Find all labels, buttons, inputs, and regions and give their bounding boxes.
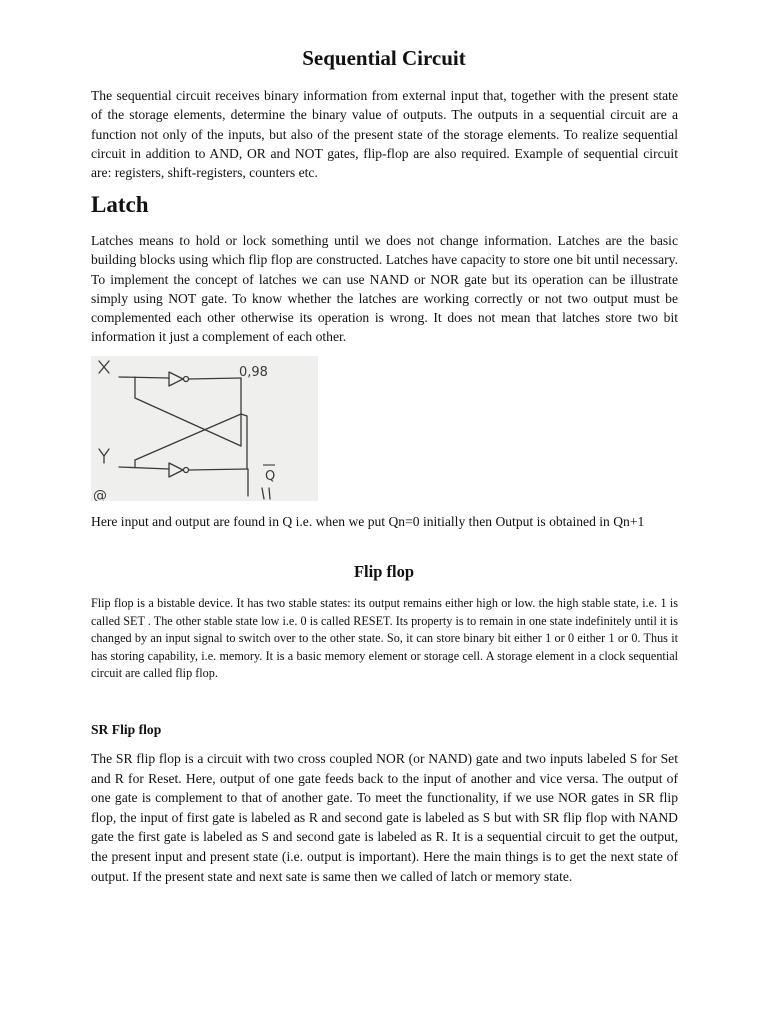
- output-qbar-label: Q: [265, 469, 276, 484]
- intro-paragraph: The sequential circuit receives binary information from external input that, together with the present state of the storage elements, determine the binary value of outputs. The outputs in a sequential circuit are a function not only of the inputs, but also of the present state of the storage elements. To realize sequential circuit in addition to AND, OR and NOT gates, flip-flop are also required. Example of sequential circuit are: registers, shift-registers, counters etc.: [91, 88, 678, 181]
- bottom-output-wire: [189, 469, 247, 470]
- bottom-input-wire: [119, 467, 169, 469]
- figure-caption: Here input and output are found in Q i.e. when we put Qn=0 initially then Output is obtained in Qn+1: [91, 514, 645, 529]
- cross-wire-2: [135, 414, 241, 460]
- latch-paragraph: Latches means to hold or lock something until we does not change information. Latches are the basic building blocks using which flip flop are constructed. Latches have capacity to store one bit until necessary. To implement the concept of latches we can use NAND or NOR gate but its operation can be illustrate simply using NOT gate. To know whether the latches are working correctly or not two output must be complemented each other otherwise its operation is wrong. It does not mean that latches store two bit information it just a complement of each other.: [91, 233, 678, 345]
- sr-flipflop-heading: SR Flip flop: [91, 722, 162, 737]
- latch-circuit-figure: [91, 356, 318, 501]
- output-q-label: 0,98: [239, 365, 268, 380]
- top-output-wire: [189, 378, 241, 379]
- page-title: Sequential Circuit: [302, 46, 466, 70]
- corner-mark: @: [93, 488, 107, 501]
- bottom-feedback-wire: [241, 414, 247, 469]
- flipflop-heading: Flip flop: [353, 562, 415, 581]
- latch-diagram: [91, 356, 318, 501]
- sr-flipflop-paragraph: The SR flip flop is a circuit with two cross coupled NOR (or NAND) gate and two inputs labeled S for Set and R for Reset. Here, output of one gate feeds back to the input of another and vice versa. The output of one gate is complement to that of another gate. To meet the functionality, if we use NOR gates in SR flip flop, the input of first gate is labeled as R and second gate is labeled as S but with SR flip flop with NAND gate the first gate is labeled as S and second gate is labeled as R. It is a sequential circuit to get the output, the present input and present state (i.e. output is important). Here the main things is to get the next state of output. If the present state and next sate is same then we called of latch or memory state.: [91, 751, 678, 884]
- cross-wire-1: [135, 398, 241, 446]
- flipflop-paragraph: Flip flop is a bistable device. It has two stable states: its output remains either high or low. the high stable state, i.e. 1 is called SET . The other stable state low i.e. 0 is called RESET. Its property is to remain in one state indefinitely until it is changed by an input signal to switch over to the other state. So, it can store binary bit either 1 or 0 either 1 or 0. Thus it has storing capability, i.e. memory. It is a basic memory element or storage cell. A storage element in a clock sequential circuit are called flip flop.: [91, 596, 678, 681]
- top-input-wire: [119, 377, 169, 378]
- top-not-gate: [169, 372, 183, 386]
- bottom-not-gate: [169, 463, 183, 477]
- latch-heading: Latch: [91, 192, 149, 217]
